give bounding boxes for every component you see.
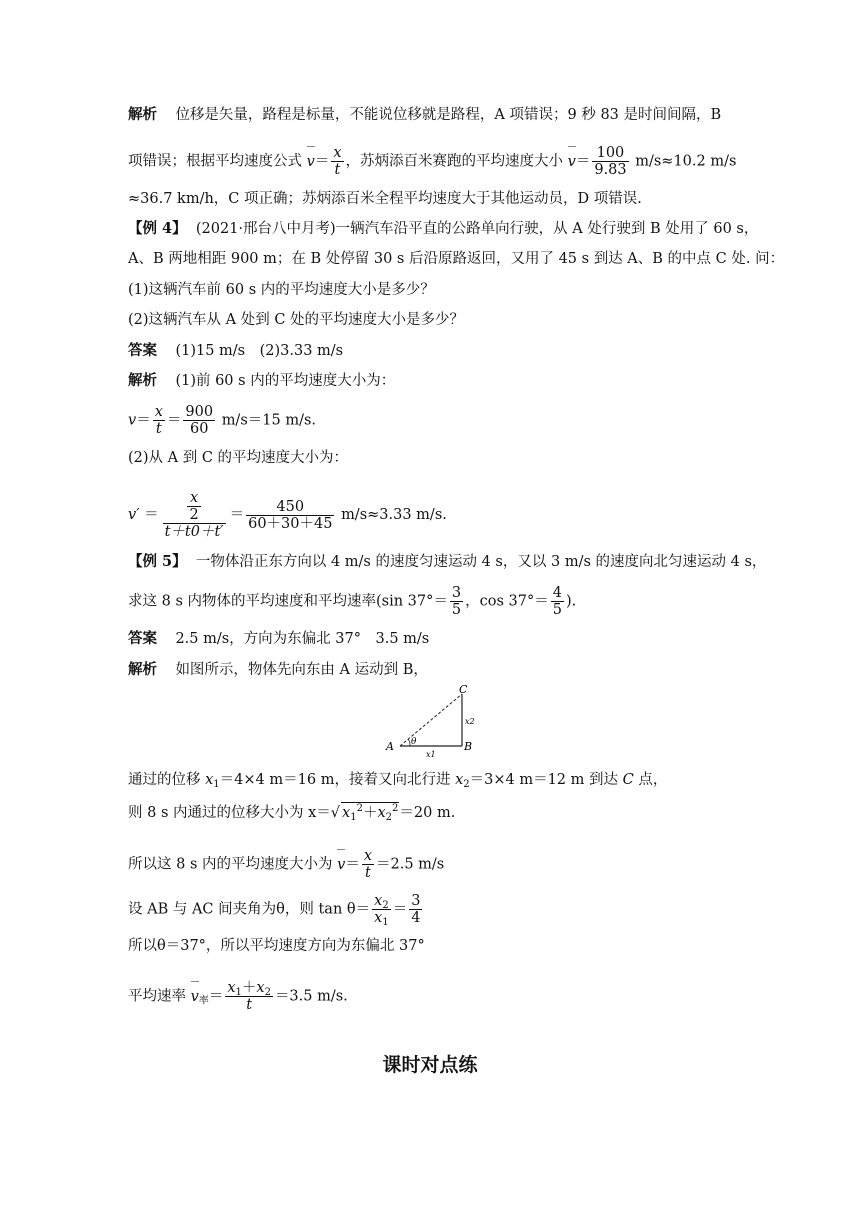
example-4-line-1: 【例 4】 (2021·邢台八中月考)一辆汽车沿平直的公路单向行驶，从 A 处行驶到 B 处用了 60 s， — [128, 220, 759, 237]
example-4-tag: 【例 4】 — [128, 220, 187, 237]
example-5-solution-4: 所以这 8 s 内的平均速度大小为 v＝ $\frac{x}{t}$ ＝2.5 m/s — [128, 848, 445, 881]
example-5-solution-2: 通过的位移 $x_1=4\times 4$ m＝16 m，接着又向北行进 $x_2=3\times 4$ m＝12 m 到达 C 点， — [128, 772, 668, 790]
answer-line: 答案 (1)15 m/s (2)3.33 m/s — [128, 342, 344, 359]
solution-label: 解析 — [128, 372, 157, 389]
label-a: A — [386, 740, 394, 753]
avg-velocity-symbol: v — [306, 153, 315, 170]
example-5-line-2: 求这 8 s 内物体的平均速度和平均速率(sin 37°＝ $\frac{3}{5}$ ，cos 37°＝ $\frac{4}{5}$ ). — [128, 585, 577, 618]
example-5-solution-7: 平均速率 $v_率=$ $\frac{x_1+x_2}{t}$ ＝3.5 m/s. — [128, 980, 348, 1013]
answer-label: 答案 — [128, 342, 157, 359]
example-5-line-1: 【例 5】 一物体沿正东方向以 4 m/s 的速度匀速运动 4 s，又以 3 m/s 的速度向北匀速运动 4 s， — [128, 553, 767, 570]
label-x2: x2 — [465, 717, 475, 726]
example-5-solution-1: 解析 如图所示，物体先向东由 A 运动到 B， — [128, 661, 428, 678]
line-ac — [400, 694, 462, 746]
formula-avg-velocity-ac: v′ ＝ $\frac{\frac{x}{2}}{t+t0+t'}$ ＝ $\frac{450}{60+30+45}$ m/s≈3.33 m/s. — [128, 490, 447, 540]
example-5-solution-6: 所以θ＝37°，所以平均速度方向为东偏北 37° — [128, 938, 425, 954]
example-5-solution-5: 设 AB 与 AC 间夹角为θ，则 tan θ＝ $\frac{x_2}{x_1}$ ＝ $\frac{3}{4}$ — [128, 893, 421, 928]
solution-line-1: 解析 (1)前 60 s 内的平均速度大小为： — [128, 372, 396, 389]
label-theta: θ — [411, 737, 417, 747]
label-b: B — [464, 740, 473, 753]
fraction-x-over-t: $\frac{x}{t}$ — [333, 145, 342, 178]
displacement-triangle-figure — [380, 684, 480, 760]
example-5-tag: 【例 5】 — [128, 553, 187, 570]
analysis-line-3: ≈36.7 km/h，C 项正确；苏炳添百米全程平均速度大于其他运动员，D 项错误. — [128, 191, 642, 207]
analysis-label: 解析 — [128, 106, 157, 123]
analysis-line-1: 解析 位移是矢量，路程是标量，不能说位移就是路程，A 项错误；9 秒 83 是时间间隔，B — [128, 106, 722, 123]
label-c: C — [459, 684, 468, 696]
question-1: (1)这辆汽车前 60 s 内的平均速度大小是多少？ — [128, 282, 435, 298]
section-title: 课时对点练 — [382, 1054, 478, 1076]
example-5-solution-3: 则 8 s 内通过的位移大小为 x＝√ $x_1^2+x_2^2=20$ m. — [128, 803, 456, 823]
solution-line-2: (2)从 A 到 C 的平均速度大小为： — [128, 450, 349, 466]
example-5-answer: 答案 2.5 m/s，方向为东偏北 37° 3.5 m/s — [128, 630, 430, 647]
example-4-line-2: A、B 两地相距 900 m；在 B 处停留 30 s 后沿原路返回，又用了 45 s 到达 A、B 的中点 C 处. 问： — [128, 251, 785, 267]
analysis-line-2: 项错误；根据平均速度公式 v＝ $\frac{x}{t}$ ，苏炳添百米赛跑的平均速度大小 v＝ $\frac{100}{9.83}$ m/s≈10.2 m/s — [128, 145, 737, 178]
label-x1: x1 — [426, 750, 436, 759]
fraction-100-over-9.83: $\frac{100}{9.83}$ — [594, 145, 627, 178]
formula-avg-velocity-60s: v＝ $\frac{x}{t}$ ＝ $\frac{900}{60}$ m/s＝15 m/s. — [128, 404, 317, 437]
question-2: (2)这辆汽车从 A 处到 C 处的平均速度大小是多少？ — [128, 312, 465, 328]
